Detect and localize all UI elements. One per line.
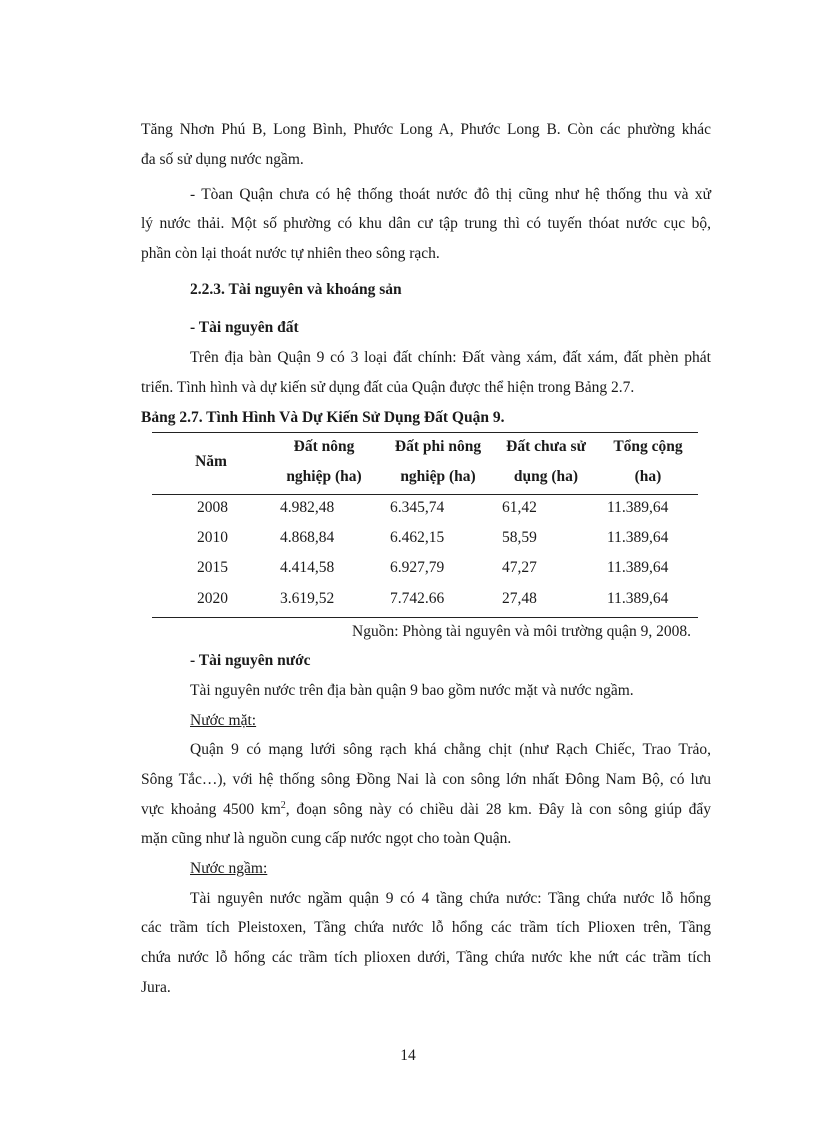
paragraph-line: các trầm tích Pleistoxen, Tầng chứa nước lỗ hổng các trầm tích Plioxen trên, Tầng <box>141 919 711 936</box>
table-cell: 61,42 <box>502 499 537 516</box>
paragraph-line: - Tòan Quận chưa có hệ thống thoát nước đô thị cũng như hệ thống thu và xử <box>190 186 711 203</box>
table-cell: 47,27 <box>502 559 537 576</box>
paragraph-line: triển. Tình hình và dự kiến sử dụng đất của Quận được thể hiện trong Bảng 2.7. <box>141 379 635 396</box>
table-cell: 11.389,64 <box>607 590 669 607</box>
table-cell: 4.868,84 <box>280 529 335 546</box>
table-header-unused: Đất chưa sử <box>506 438 586 455</box>
table-top-rule <box>152 432 698 433</box>
paragraph-line: Tài nguyên nước ngầm quận 9 có 4 tầng chứa nước: Tầng chứa nước lỗ hổng <box>190 890 711 907</box>
paragraph-line: Quận 9 có mạng lưới sông rạch khá chằng chịt (như Rạch Chiếc, Trao Trảo, <box>190 741 711 758</box>
table-cell: 6.462,15 <box>390 529 445 546</box>
table-cell: 2010 <box>197 529 228 546</box>
subsection-heading-water: - Tài nguyên nước <box>190 652 311 669</box>
table-cell: 4.414,58 <box>280 559 335 576</box>
superscript: 2 <box>280 799 286 811</box>
ground-water-label: Nước ngầm: <box>190 860 268 877</box>
surface-water-label: Nước mặt: <box>190 712 257 729</box>
table-header-nonagri: Đất phi nông <box>394 438 482 455</box>
paragraph-line: Jura. <box>141 979 171 996</box>
table-cell: 4.982,48 <box>280 499 335 516</box>
table-cell: 2020 <box>197 590 228 607</box>
table-cell: 58,59 <box>502 529 537 546</box>
table-header-year: Năm <box>195 453 227 470</box>
table-cell: 27,48 <box>502 590 537 607</box>
text-span: vực khoảng 4500 km <box>141 801 281 818</box>
paragraph-line: Tài nguyên nước trên địa bàn quận 9 bao gồm nước mặt và nước ngầm. <box>190 682 634 699</box>
table-cell: 3.619,52 <box>280 590 335 607</box>
table-header-total: (ha) <box>634 468 662 485</box>
paragraph-line: phần còn lại thoát nước tự nhiên theo sông rạch. <box>141 245 440 262</box>
paragraph-line: lý nước thải. Một số phường có khu dân cư tập trung thì có tuyến thóat nước cục bộ, <box>141 215 711 232</box>
table-header-total: Tổng cộng <box>613 438 683 455</box>
page-number: 14 <box>400 1047 416 1064</box>
paragraph-line: đa số sử dụng nước ngầm. <box>141 151 304 168</box>
subsection-heading-land: - Tài nguyên đất <box>190 319 299 336</box>
table-cell: 7.742.66 <box>390 590 445 607</box>
table-caption: Bảng 2.7. Tình Hình Và Dự Kiến Sử Dụng Đất Quận 9. <box>141 409 505 426</box>
section-heading: 2.2.3. Tài nguyên và khoáng sản <box>190 281 402 298</box>
table-cell: 11.389,64 <box>607 499 669 516</box>
table-header-rule <box>152 494 698 495</box>
table-header-unused: dụng (ha) <box>513 468 579 485</box>
paragraph-line: chứa nước lỗ hổng các trầm tích plioxen dưới, Tầng chứa nước khe nứt các trầm tích <box>141 949 711 966</box>
paragraph-line: Trên địa bàn Quận 9 có 3 loại đất chính: Đất vàng xám, đất xám, đất phèn phát <box>190 349 711 366</box>
table-source: Nguồn: Phòng tài nguyên và môi trường quận 9, 2008. <box>352 623 692 640</box>
table-cell: 11.389,64 <box>607 559 669 576</box>
paragraph-line: Sông Tắc…), với hệ thống sông Đồng Nai là con sông lớn nhất Đông Nam Bộ, có lưu <box>141 771 711 788</box>
table-bottom-rule <box>152 617 698 618</box>
table-cell: 11.389,64 <box>607 529 669 546</box>
table-header-nonagri: nghiệp (ha) <box>400 468 476 485</box>
text-span: , đoạn sông này có chiều dài 28 km. Đây là con sông giúp đẩy <box>285 801 711 818</box>
table-cell: 6.345,74 <box>390 499 445 516</box>
paragraph-line: Tăng Nhơn Phú B, Long Bình, Phước Long A, Phước Long B. Còn các phường khác <box>141 121 711 138</box>
table-cell: 2015 <box>197 559 228 576</box>
table-cell: 2008 <box>197 499 228 516</box>
table-header-agri: Đất nông <box>293 438 355 455</box>
table-cell: 6.927,79 <box>390 559 445 576</box>
paragraph-line <box>141 800 711 820</box>
paragraph-line: mặn cũng như là nguồn cung cấp nước ngọt cho toàn Quận. <box>141 830 512 847</box>
table-header-agri: nghiệp (ha) <box>286 468 362 485</box>
